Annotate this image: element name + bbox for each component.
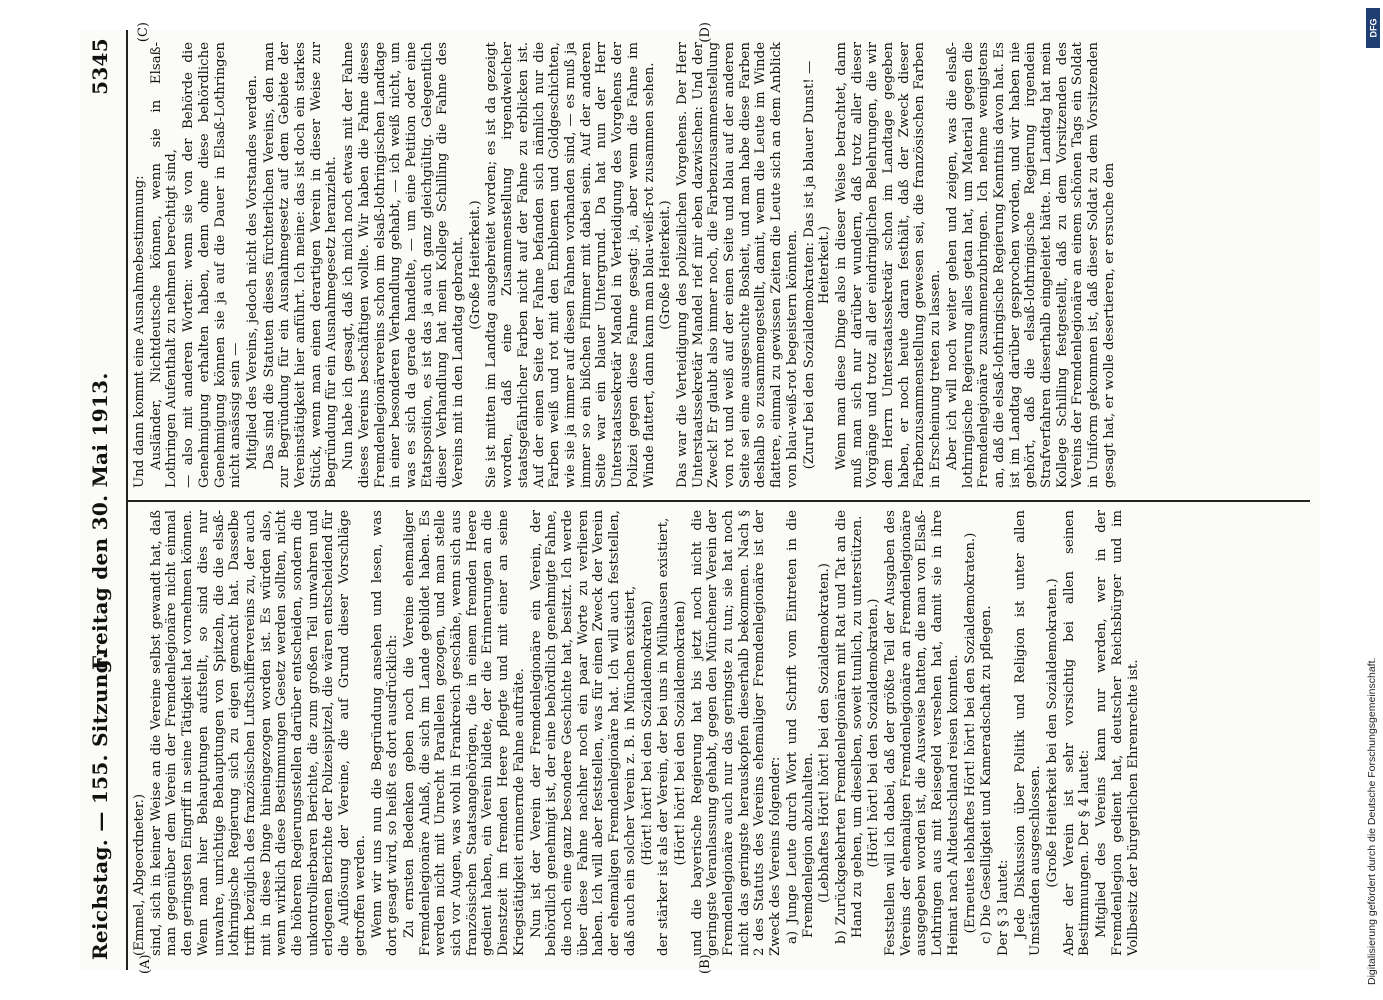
paragraph: b) Zurückgekehrten Fremdenlegionären mit Rat und Tat an die Hand zu gehen, um dieselben, soweit tunlich, zu unterstützen. bbox=[833, 510, 865, 944]
header-date: Freitag den 30. Mai 1913. bbox=[88, 372, 112, 670]
column-divider bbox=[128, 500, 1310, 502]
paragraph: (Emmel, Abgeordneter.) bbox=[132, 793, 147, 956]
paragraph: (Große Heiterkeit.) bbox=[467, 200, 483, 330]
paragraph: Ausländer, Nichtdeutsche können, wenn sie in Elsaß-Lothringen Aufenthalt zu nehmen berechtigt sind, bbox=[148, 42, 180, 488]
paragraph: Wenn wir uns nun die Begründung ansehen und lesen, was dort gesagt wird, so heißt es dort ausdrücklich: bbox=[369, 510, 401, 956]
left-column bbox=[132, 510, 1312, 956]
paragraph: (Lebhaftes Hört! hört! bei den Sozialdemokraten.) bbox=[817, 563, 833, 903]
paragraph: — also mit anderen Worten: wenn sie von der Behörde die Genehmigung erhalten haben, denn ohne diese behördliche Genehmigung können sie ja auf die Dauer in Elsaß-Lothringen nicht ansässig sein — bbox=[181, 42, 244, 488]
paragraph: Mitglied des Vereins, jedoch nicht des Vorstandes werden. bbox=[244, 74, 260, 470]
margin-mark-a: (A) bbox=[138, 954, 153, 974]
paragraph: Das war die Verteidigung des polizeilichen Vorgehens. Der Herr Unterstaatssekretär Mandel rief mir eben dazwischen: Und der Zweck! Er glaubt also immer noch, die Farbenzusammenstellung von rot und weiß auf der einen Seite und blau auf der anderen Seite sei eine ausgesuchte Bosheit, und man habe diese Farben deshalb so zusammengestellt, damit, wenn die Leute im Winde flattere, einmal zu gewissen Zeiten die Leute sich an dem Anblick von blau-weiß-rot begeistern könnten. bbox=[674, 42, 800, 488]
paragraph: (Große Heiterkeit bei den Sozialdemokraten.) bbox=[1045, 578, 1061, 888]
margin-mark-d: (D) bbox=[698, 22, 713, 43]
paragraph: Mitglied des Vereins kann nur werden, wer in der Fremdenlegion gedient hat, deutscher Reichsbürger und im Vollbesitz der bürgerlichen Ehrenrechte ist. bbox=[1094, 510, 1141, 956]
digitization-credit: Digitalisierung gefördert durch die Deutsche Forschungsgemeinschaft. bbox=[1366, 657, 1378, 985]
paragraph: Feststellen will ich dabei, daß der größte Teil der Ausgaben des Vereins der ehemaligen Fremdenlegionäre an Fremdenlegionäre ausgegeben worden ist, die Ausweise hatten, die man von Elsaß-Lothringen aus mit Reisegeld versehen hat, damit sie in ihre Heimat nach Altdeutschland reisen konnten. bbox=[883, 510, 961, 956]
paragraph: und die bayerische Regierung hat bis jetzt noch nicht die geringste Veranlassung gehabt, gegen den Münchener Verein der Fremdenlegionäre auch nur das geringste zu tun; sie hat noch nicht das geringste herauskopfen dieserhalb bekommen. Nach § 2 des Statuts des Vereins ehemaliger Fremdenlegionäre ist der Zweck des Vereins folgender: bbox=[689, 510, 784, 956]
paragraph: c) Die Geselligkeit und Kameradschaft zu pflegen. bbox=[979, 605, 995, 944]
paragraph: (Hört! hört! bei den Sozialdemokraten) bbox=[672, 600, 688, 866]
paragraph: (Hört! hört! bei den Sozialdemokraten) bbox=[639, 600, 655, 866]
paragraph: Jede Diskussion über Politik und Religion ist unter allen Umständen ausgeschlossen. bbox=[1012, 510, 1044, 956]
paragraph: Nun ist der Verein der Fremdenlegionäre ein Verein, der behördlich genehmigt ist, der eine behördlich genehmigte Fahne, die noch eine ganz besondere Geschichte hat, besitzt. Ich werde über diese Fahne nachher noch ein paar Worte zu verlieren haben. Ich will aber feststellen, was für einen Zweck der Verein der ehemaligen Fremdenlegionäre hat. Ich will auch feststellen, daß auch ein solcher Verein z. B. in München existiert, bbox=[528, 510, 638, 956]
header-left: Reichstag. — 155. Sitzung. bbox=[88, 651, 112, 960]
margin-mark-b: (B) bbox=[698, 954, 713, 974]
paragraph: Wenn man diese Dinge also in dieser Weise betrachtet, dann muß man sich nur darüber wundern, daß trotz aller dieser Vorgänge und trotz all der eindringlichen Belehrungen, die wir dem Herrn Unterstaatssekretär schon im Landtage gegeben haben, er noch heute daran festhält, daß der Zweck dieser Farbenzusammenstellung gewesen sei, die französischen Farben in Erscheinung treten zu lassen. bbox=[833, 42, 944, 488]
paragraph: (Große Heiterkeit.) bbox=[658, 200, 674, 330]
page-number: 5345 bbox=[88, 38, 112, 95]
right-column bbox=[132, 42, 1312, 488]
paragraph: Nun habe ich gesagt, daß ich mich noch etwas mit der Fahne dieses Vereins beschäftigen wollte. Wir haben die Fahne dieses Fremdenlegionärvereins schon im elsaß-lothringischen Landtage in einer besonderen Verhandlung gehabt, — ich weiß nicht, um was es sich da gerade handelte, — um eine Petition oder eine Etatsposition, es ist das ja auch ganz gleichgültig. Gelegentlich dieser Verhandlung hat mein Kollege Schilling die Fahne des Vereins mit in den Landtag gebracht. bbox=[341, 42, 467, 488]
paragraph: der stärker ist als der Verein, der bei uns in Mülhausen existiert, bbox=[656, 517, 672, 956]
paragraph: Sie ist mitten im Landtag ausgebreitet worden; es ist da gezeigt worden, daß eine Zusammenstellung irgendwelcher staatsgefährlicher Farben nicht auf der Fahne zu erblicken ist. Auf der einen Seite der Fahne befanden sich nämlich nur die Farben weiß und rot mit den Emblemen und Goldgeschichten, wie sie ja immer auf diesen Fahnen vorhanden sind, — es muß ja immer so ein bißchen Flimmer mit dabei sein. Auf der anderen Seite war ein blauer Untergrund. Da hat nun der Herr Unterstaatssekretär Mandel in Verteidigung des Vorgehens der Polizei gegen diese Fahne gesagt: ja, aber wenn die Fahne im Winde flattert, dann kann man blau-weiß-rot zusammen sehen. bbox=[484, 42, 657, 488]
paragraph: Der § 3 lautet: bbox=[995, 859, 1011, 956]
paragraph: (Zuruf bei den Sozialdemokraten: Das ist ja blauer Dunst! — Heiterkeit.) bbox=[801, 60, 833, 470]
paragraph: Aber der Verein ist sehr vorsichtig bei allen seinen Bestimmungen. Der § 4 lautet: bbox=[1061, 510, 1093, 956]
margin-mark-c: (C) bbox=[136, 22, 151, 43]
document-page bbox=[80, 22, 1320, 974]
paragraph: (Erneutes lebhaftes Hört! hört! bei den Sozialdemokraten.) bbox=[962, 532, 978, 934]
dfg-logo: DFG bbox=[1366, 8, 1380, 48]
paragraph: Das sind die Statuten dieses fürchterlichen Vereins, den man zur Begründung für ein Ausnahmegesetz auf dem Gebiete der Vereinstätigkeit hier anführt. Ich meine: das ist doch ein starkes Stück, wenn man einen derartigen Verein in dieser Weise zur Begründung für ein Ausnahmegesetz heranzieht. bbox=[261, 42, 340, 488]
paragraph: Zu ernsten Bedenken geben noch die Vereine ehemaliger Fremdenlegionäre Anlaß, die sich im Lande gebildet haben. Es werden nicht mit Unrecht Parallelen gezogen, und man stelle sich vor Augen, was wohl in Frankreich geschähe, wenn sich aus französischen Staatsangehörigen, die in einem fremden Heere gedient haben, ein Verein bildete, der die Erinnerungen an die Dienstzeit im fremden Heere pflegte und mit einer an seine Kriegstätigkeit erinnernde Fahne aufträte. bbox=[401, 510, 527, 956]
paragraph: a) Junge Leute durch Wort und Schrift vom Eintreten in die Fremdenlegion abzuhalten. bbox=[784, 510, 816, 944]
paragraph: Und dann kommt eine Ausnahmebestimmung: bbox=[132, 175, 147, 488]
paragraph: sind, sich in keiner Weise an die Vereine selbst gewandt hat, daß man gegenüber dem Verein der Fremdenlegionäre nicht einmal den geringsten Eingriff in seine Tätigkeit hat vornehmen können. Wenn man hier Behauptungen aufstellt, so sind dies nur unwahre, unrichtige Behauptungen von Spitzeln, die die elsaß-lothringische Regierung sich zu eigen gemacht hat. Dasselbe trifft bezüglich des französischen Luftschiffervereins zu, der auch mit in diese Dinge hineingezogen worden ist. Es würden also, wenn wirklich diese Bestimmungen Gesetz werden sollten, nicht die höheren Regierungsstellen darüber entscheiden, sondern die unkontrollierbaren Berichte, die zum großen Teil unwahren und erlogenen Berichte der Polizeispitzel, die wären entscheidend für die Auflösung der Vereine, die auf Grund dieser Vorschläge getroffen werden. bbox=[148, 510, 368, 956]
paragraph: Aber ich will noch weiter gehen und zeigen, was die elsaß-lothringische Regierung alles getan hat, um Material gegen die Fremdenlegionäre zusammenzubringen. Ich nehme wenigstens an, daß die elsaß-lothringische Regierung Kenntnis davon hat. Es ist im Landtag darüber gesprochen worden, und wir haben nie gehört, daß die elsaß-lothringische Regierung irgendein Strafverfahren dieserhalb eingeleitet hätte. Im Landtag hat mein Kollege Schilling festgestellt, daß zu dem Vorsitzenden des Vereins der Fremdenlegionäre an einem schönen Tags ein Soldat in Uniform gekommen ist, daß dieser Soldat zu dem Vorsitzenden gesagt hat, er wolle desertieren, er ersuche den bbox=[944, 42, 1117, 488]
paragraph: (Hört! hört! bei den Sozialdemokraten.) bbox=[866, 598, 882, 868]
